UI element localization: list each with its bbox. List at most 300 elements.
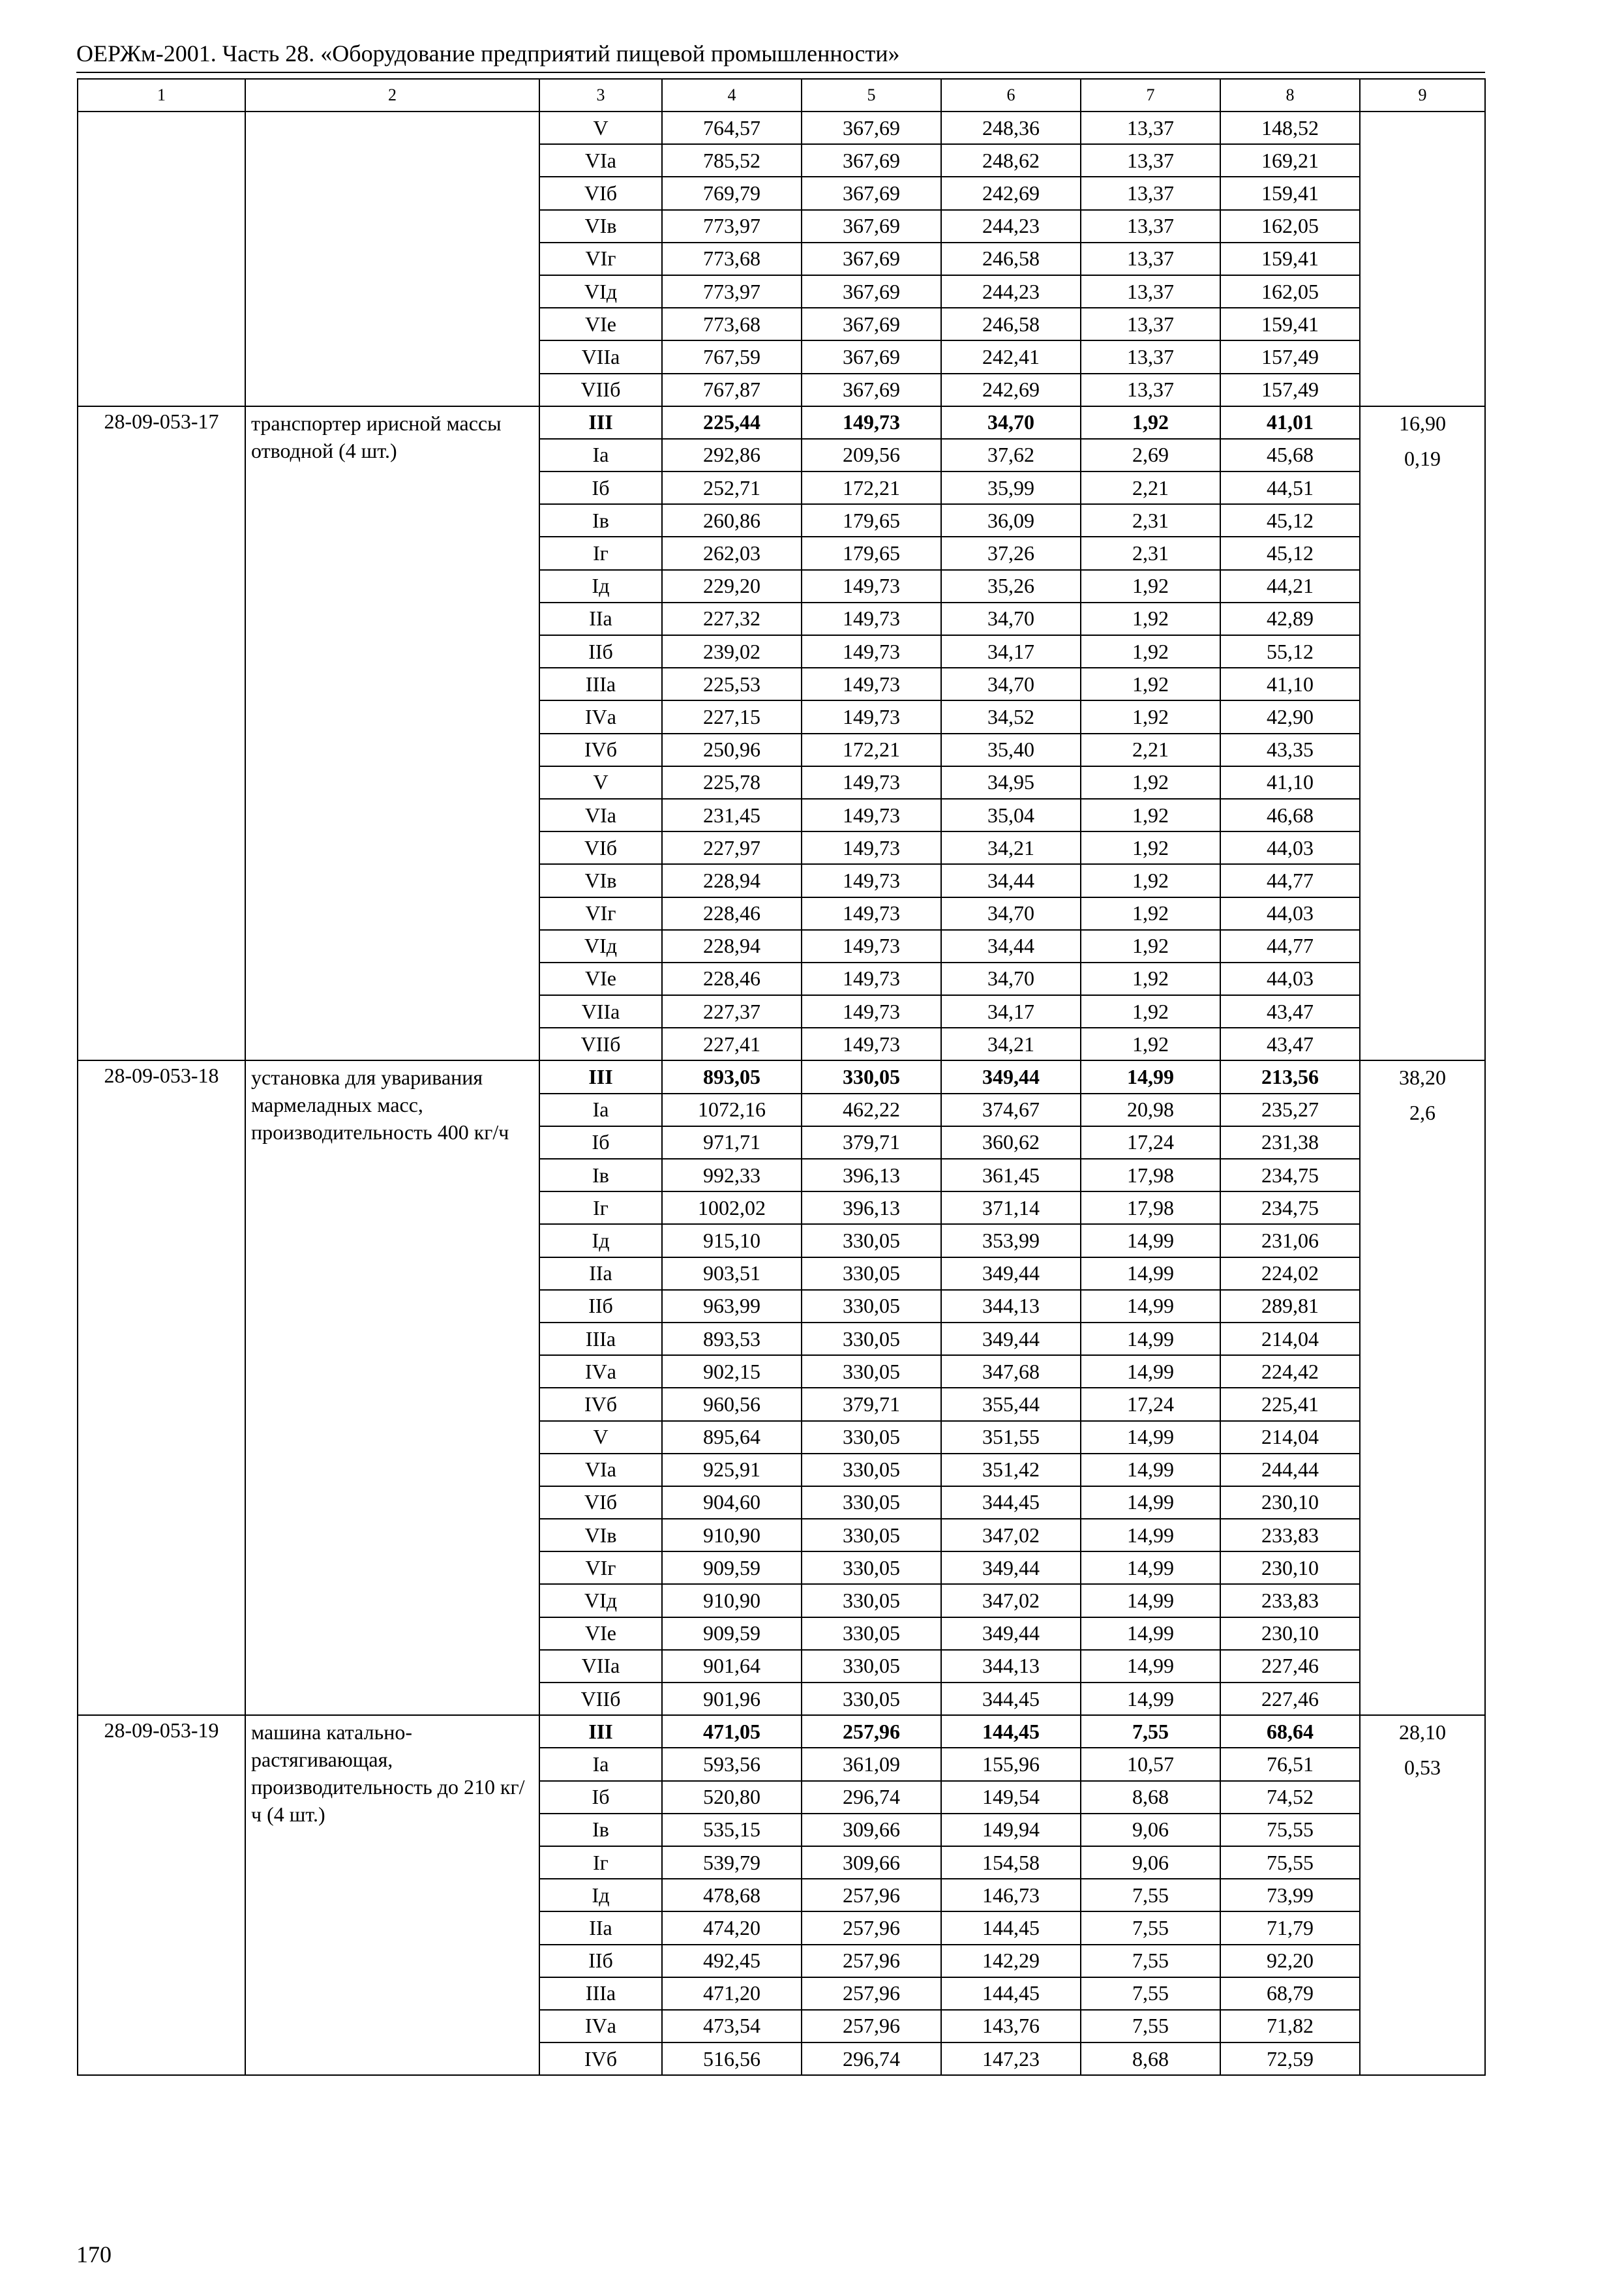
value-cell: 43,47 [1220, 995, 1360, 1028]
column-9-value: 38,20 [1399, 1066, 1446, 1090]
value-cell: 330,05 [802, 1683, 941, 1715]
value-cell: 330,05 [802, 1617, 941, 1650]
value-cell: 7,55 [1081, 1945, 1220, 1977]
value-cell: 330,05 [802, 1650, 941, 1683]
column-number: 7 [1081, 79, 1220, 112]
zone-cell: IIIа [539, 1323, 662, 1355]
zone-cell: Iб [539, 1126, 662, 1159]
value-cell: 296,74 [802, 1781, 941, 1814]
value-cell: 367,69 [802, 340, 941, 373]
zone-cell: Iд [539, 1224, 662, 1257]
value-cell: 520,80 [662, 1781, 802, 1814]
value-cell: 257,96 [802, 1945, 941, 1977]
value-cell: 143,76 [941, 2010, 1081, 2042]
value-cell: 34,70 [941, 963, 1081, 995]
value-cell: 92,20 [1220, 1945, 1360, 1977]
rate-code-cell: 28-09-053-19 [78, 1715, 245, 2075]
value-cell: 330,05 [802, 1519, 941, 1551]
value-cell: 909,59 [662, 1617, 802, 1650]
value-cell: 162,05 [1220, 275, 1360, 308]
value-cell: 242,41 [941, 340, 1081, 373]
zone-cell: Iв [539, 504, 662, 537]
value-cell: 34,44 [941, 864, 1081, 897]
value-cell: 162,05 [1220, 210, 1360, 243]
value-cell: 330,05 [802, 1290, 941, 1323]
zone-cell: IIб [539, 1945, 662, 1977]
value-cell: 146,73 [941, 1879, 1081, 1911]
zone-cell: Iг [539, 537, 662, 569]
column-number: 2 [245, 79, 539, 112]
value-cell: 231,06 [1220, 1224, 1360, 1257]
value-cell: 149,73 [802, 799, 941, 831]
value-cell: 44,21 [1220, 570, 1360, 603]
value-cell: 55,12 [1220, 635, 1360, 668]
value-cell: 179,65 [802, 537, 941, 569]
zone-cell: IVа [539, 2010, 662, 2042]
value-cell: 474,20 [662, 1911, 802, 1944]
value-cell: 330,05 [802, 1224, 941, 1257]
value-cell: 1,92 [1081, 766, 1220, 799]
value-cell: 535,15 [662, 1814, 802, 1846]
value-cell: 257,96 [802, 1879, 941, 1911]
value-cell: 992,33 [662, 1159, 802, 1191]
zone-cell: IVа [539, 700, 662, 733]
value-cell: 159,41 [1220, 177, 1360, 209]
value-cell: 230,10 [1220, 1486, 1360, 1519]
zone-cell: IIа [539, 603, 662, 635]
value-cell: 767,87 [662, 374, 802, 406]
zone-cell: Iв [539, 1159, 662, 1191]
value-cell: 149,73 [802, 635, 941, 668]
value-cell: 147,23 [941, 2042, 1081, 2075]
equipment-name-cell: машина катально-растягивающая, производительность до 210 кг/ч (4 шт.) [245, 1715, 539, 2075]
value-cell: 228,46 [662, 963, 802, 995]
value-cell: 235,27 [1220, 1094, 1360, 1126]
value-cell: 20,98 [1081, 1094, 1220, 1126]
zone-cell: V [539, 766, 662, 799]
value-cell: 42,90 [1220, 700, 1360, 733]
column-9-value: 0,19 [1404, 446, 1441, 470]
zone-cell: VIб [539, 1486, 662, 1519]
value-cell: 155,96 [941, 1748, 1081, 1780]
value-cell: 1,92 [1081, 406, 1220, 439]
value-cell: 14,99 [1081, 1650, 1220, 1683]
zone-cell: VIб [539, 831, 662, 864]
column-number: 8 [1220, 79, 1360, 112]
value-cell: 34,17 [941, 635, 1081, 668]
value-cell: 229,20 [662, 570, 802, 603]
value-cell: 17,24 [1081, 1388, 1220, 1420]
value-cell: 971,71 [662, 1126, 802, 1159]
value-cell: 242,69 [941, 177, 1081, 209]
value-cell: 214,04 [1220, 1421, 1360, 1454]
value-cell: 344,45 [941, 1683, 1081, 1715]
value-cell: 349,44 [941, 1323, 1081, 1355]
value-cell: 379,71 [802, 1388, 941, 1420]
value-cell: 233,83 [1220, 1519, 1360, 1551]
zone-cell: IIIа [539, 1977, 662, 2010]
value-cell: 14,99 [1081, 1584, 1220, 1617]
zone-cell: VIIб [539, 1028, 662, 1060]
value-cell: 225,53 [662, 668, 802, 700]
value-cell: 330,05 [802, 1323, 941, 1355]
zone-cell: Iд [539, 1879, 662, 1911]
zone-cell: VIг [539, 243, 662, 275]
value-cell: 767,59 [662, 340, 802, 373]
table-body [78, 79, 1485, 2075]
value-cell: 296,74 [802, 2042, 941, 2075]
value-cell: 14,99 [1081, 1060, 1220, 1093]
value-cell: 7,55 [1081, 1977, 1220, 2010]
rate-code-cell: 28-09-053-18 [78, 1060, 245, 1715]
value-cell: 785,52 [662, 144, 802, 177]
zone-cell: VIIа [539, 340, 662, 373]
value-cell: 44,03 [1220, 897, 1360, 930]
value-cell: 909,59 [662, 1551, 802, 1584]
column-9-cell [1360, 406, 1485, 1061]
value-cell: 1,92 [1081, 963, 1220, 995]
value-cell: 764,57 [662, 112, 802, 144]
value-cell: 14,99 [1081, 1323, 1220, 1355]
value-cell: 13,37 [1081, 144, 1220, 177]
zone-cell: Iд [539, 570, 662, 603]
value-cell: 257,96 [802, 1715, 941, 1748]
value-cell: 1,92 [1081, 831, 1220, 864]
value-cell: 149,73 [802, 570, 941, 603]
value-cell: 344,13 [941, 1290, 1081, 1323]
value-cell: 330,05 [802, 1060, 941, 1093]
value-cell: 9,06 [1081, 1814, 1220, 1846]
value-cell: 149,73 [802, 766, 941, 799]
table-row [78, 112, 1485, 144]
value-cell: 225,78 [662, 766, 802, 799]
zone-cell: VIIб [539, 374, 662, 406]
value-cell: 179,65 [802, 504, 941, 537]
value-cell: 367,69 [802, 308, 941, 340]
value-cell: 73,99 [1220, 1879, 1360, 1911]
value-cell: 246,58 [941, 243, 1081, 275]
value-cell: 76,51 [1220, 1748, 1360, 1780]
value-cell: 915,10 [662, 1224, 802, 1257]
value-cell: 330,05 [802, 1257, 941, 1290]
value-cell: 351,55 [941, 1421, 1081, 1454]
column-9-cell [1360, 1060, 1485, 1715]
value-cell: 478,68 [662, 1879, 802, 1911]
value-cell: 7,55 [1081, 2010, 1220, 2042]
value-cell: 1,92 [1081, 1028, 1220, 1060]
value-cell: 74,52 [1220, 1781, 1360, 1814]
value-cell: 2,21 [1081, 471, 1220, 504]
value-cell: 903,51 [662, 1257, 802, 1290]
value-cell: 1,92 [1081, 799, 1220, 831]
value-cell: 471,20 [662, 1977, 802, 2010]
value-cell: 516,56 [662, 2042, 802, 2075]
value-cell: 349,44 [941, 1060, 1081, 1093]
value-cell: 227,46 [1220, 1683, 1360, 1715]
value-cell: 492,45 [662, 1945, 802, 1977]
value-cell: 228,46 [662, 897, 802, 930]
zone-cell: Iб [539, 471, 662, 504]
value-cell: 13,37 [1081, 210, 1220, 243]
value-cell: 367,69 [802, 177, 941, 209]
zone-cell: IIIа [539, 668, 662, 700]
page-header-title: ОЕРЖм-2001. Часть 28. «Оборудование предприятий пищевой промышленности» [76, 40, 900, 67]
value-cell: 244,23 [941, 275, 1081, 308]
value-cell: 1,92 [1081, 995, 1220, 1028]
value-cell: 149,73 [802, 995, 941, 1028]
value-cell: 234,75 [1220, 1191, 1360, 1224]
value-cell: 34,17 [941, 995, 1081, 1028]
value-cell: 45,12 [1220, 504, 1360, 537]
column-number-row [78, 79, 1485, 112]
value-cell: 149,73 [802, 897, 941, 930]
value-cell: 43,35 [1220, 734, 1360, 766]
value-cell: 14,99 [1081, 1551, 1220, 1584]
value-cell: 172,21 [802, 471, 941, 504]
value-cell: 257,96 [802, 2010, 941, 2042]
value-cell: 371,14 [941, 1191, 1081, 1224]
value-cell: 34,70 [941, 406, 1081, 439]
value-cell: 257,96 [802, 1911, 941, 1944]
value-cell: 330,05 [802, 1551, 941, 1584]
value-cell: 351,42 [941, 1454, 1081, 1486]
value-cell: 149,73 [802, 930, 941, 963]
value-cell: 144,45 [941, 1715, 1081, 1748]
value-cell: 68,79 [1220, 1977, 1360, 2010]
value-cell: 37,62 [941, 439, 1081, 471]
value-cell: 330,05 [802, 1454, 941, 1486]
value-cell: 473,54 [662, 2010, 802, 2042]
value-cell: 1002,02 [662, 1191, 802, 1224]
zone-cell: III [539, 1715, 662, 1748]
value-cell: 214,04 [1220, 1323, 1360, 1355]
rate-code-cell [78, 112, 245, 406]
value-cell: 35,26 [941, 570, 1081, 603]
value-cell: 42,89 [1220, 603, 1360, 635]
value-cell: 330,05 [802, 1355, 941, 1388]
zone-cell: VIд [539, 275, 662, 308]
value-cell: 209,56 [802, 439, 941, 471]
zone-cell: IIб [539, 635, 662, 668]
column-9-cell [1360, 112, 1485, 406]
zone-cell: Iа [539, 439, 662, 471]
value-cell: 13,37 [1081, 308, 1220, 340]
zone-cell: III [539, 1060, 662, 1093]
value-cell: 2,21 [1081, 734, 1220, 766]
value-cell: 13,37 [1081, 340, 1220, 373]
value-cell: 462,22 [802, 1094, 941, 1126]
value-cell: 367,69 [802, 210, 941, 243]
value-cell: 35,40 [941, 734, 1081, 766]
value-cell: 14,99 [1081, 1617, 1220, 1650]
zone-cell: VIг [539, 897, 662, 930]
column-number: 6 [941, 79, 1081, 112]
value-cell: 893,05 [662, 1060, 802, 1093]
zone-cell: VIд [539, 1584, 662, 1617]
value-cell: 8,68 [1081, 1781, 1220, 1814]
value-cell: 14,99 [1081, 1454, 1220, 1486]
value-cell: 260,86 [662, 504, 802, 537]
value-cell: 769,79 [662, 177, 802, 209]
value-cell: 159,41 [1220, 243, 1360, 275]
zone-cell: VIе [539, 308, 662, 340]
column-9-value: 16,90 [1399, 411, 1446, 435]
value-cell: 361,45 [941, 1159, 1081, 1191]
value-cell: 14,99 [1081, 1683, 1220, 1715]
value-cell: 252,71 [662, 471, 802, 504]
value-cell: 250,96 [662, 734, 802, 766]
value-cell: 895,64 [662, 1421, 802, 1454]
value-cell: 149,73 [802, 1028, 941, 1060]
value-cell: 142,29 [941, 1945, 1081, 1977]
value-cell: 13,37 [1081, 374, 1220, 406]
value-cell: 227,46 [1220, 1650, 1360, 1683]
column-number: 9 [1360, 79, 1485, 112]
value-cell: 14,99 [1081, 1290, 1220, 1323]
value-cell: 14,99 [1081, 1355, 1220, 1388]
zone-cell: VIе [539, 1617, 662, 1650]
zone-cell: IIа [539, 1257, 662, 1290]
value-cell: 901,96 [662, 1683, 802, 1715]
value-cell: 45,12 [1220, 537, 1360, 569]
value-cell: 225,44 [662, 406, 802, 439]
column-number: 1 [78, 79, 245, 112]
zone-cell: V [539, 1421, 662, 1454]
value-cell: 231,45 [662, 799, 802, 831]
value-cell: 246,58 [941, 308, 1081, 340]
zone-cell: VIа [539, 1454, 662, 1486]
value-cell: 309,66 [802, 1814, 941, 1846]
value-cell: 34,21 [941, 831, 1081, 864]
value-cell: 45,68 [1220, 439, 1360, 471]
value-cell: 1,92 [1081, 700, 1220, 733]
value-cell: 330,05 [802, 1486, 941, 1519]
header-divider [76, 72, 1485, 73]
value-cell: 593,56 [662, 1748, 802, 1780]
value-cell: 68,64 [1220, 1715, 1360, 1748]
value-cell: 773,68 [662, 308, 802, 340]
value-cell: 149,73 [802, 668, 941, 700]
zone-cell: VIе [539, 963, 662, 995]
value-cell: 367,69 [802, 243, 941, 275]
value-cell: 367,69 [802, 144, 941, 177]
value-cell: 349,44 [941, 1551, 1081, 1584]
value-cell: 34,95 [941, 766, 1081, 799]
value-cell: 2,31 [1081, 504, 1220, 537]
zone-cell: Iг [539, 1191, 662, 1224]
value-cell: 910,90 [662, 1584, 802, 1617]
value-cell: 367,69 [802, 374, 941, 406]
value-cell: 224,02 [1220, 1257, 1360, 1290]
value-cell: 17,24 [1081, 1126, 1220, 1159]
table-row [78, 1060, 1485, 1093]
zone-cell: VIв [539, 210, 662, 243]
value-cell: 228,94 [662, 864, 802, 897]
zone-cell: VIIб [539, 1683, 662, 1715]
value-cell: 34,70 [941, 668, 1081, 700]
zone-cell: IIа [539, 1911, 662, 1944]
value-cell: 347,68 [941, 1355, 1081, 1388]
value-cell: 330,05 [802, 1421, 941, 1454]
value-cell: 773,97 [662, 210, 802, 243]
value-cell: 289,81 [1220, 1290, 1360, 1323]
value-cell: 41,10 [1220, 766, 1360, 799]
value-cell: 159,41 [1220, 308, 1360, 340]
table-row [78, 1715, 1485, 1748]
value-cell: 71,79 [1220, 1911, 1360, 1944]
value-cell: 773,97 [662, 275, 802, 308]
zone-cell: IVб [539, 1388, 662, 1420]
value-cell: 149,73 [802, 603, 941, 635]
page-number: 170 [76, 2241, 112, 2267]
value-cell: 213,56 [1220, 1060, 1360, 1093]
value-cell: 14,99 [1081, 1224, 1220, 1257]
value-cell: 10,57 [1081, 1748, 1220, 1780]
column-9-cell [1360, 1715, 1485, 2075]
value-cell: 349,44 [941, 1257, 1081, 1290]
zone-cell: Iб [539, 1781, 662, 1814]
value-cell: 75,55 [1220, 1814, 1360, 1846]
value-cell: 149,73 [802, 700, 941, 733]
equipment-name-cell [245, 112, 539, 406]
value-cell: 225,41 [1220, 1388, 1360, 1420]
value-cell: 379,71 [802, 1126, 941, 1159]
zone-cell: VIIа [539, 1650, 662, 1683]
value-cell: 34,21 [941, 1028, 1081, 1060]
value-cell: 230,10 [1220, 1617, 1360, 1650]
value-cell: 149,73 [802, 831, 941, 864]
value-cell: 539,79 [662, 1846, 802, 1879]
value-cell: 149,73 [802, 864, 941, 897]
value-cell: 44,03 [1220, 963, 1360, 995]
zone-cell: IVб [539, 2042, 662, 2075]
value-cell: 149,94 [941, 1814, 1081, 1846]
zone-cell: Iг [539, 1846, 662, 1879]
value-cell: 46,68 [1220, 799, 1360, 831]
value-cell: 227,32 [662, 603, 802, 635]
value-cell: 1,92 [1081, 897, 1220, 930]
value-cell: 910,90 [662, 1519, 802, 1551]
zone-cell: IIб [539, 1290, 662, 1323]
value-cell: 360,62 [941, 1126, 1081, 1159]
value-cell: 230,10 [1220, 1551, 1360, 1584]
table-row [78, 406, 1485, 439]
value-cell: 227,37 [662, 995, 802, 1028]
value-cell: 1,92 [1081, 635, 1220, 668]
value-cell: 893,53 [662, 1323, 802, 1355]
value-cell: 149,73 [802, 963, 941, 995]
value-cell: 35,99 [941, 471, 1081, 504]
rate-code-cell: 28-09-053-17 [78, 406, 245, 1061]
value-cell: 925,91 [662, 1454, 802, 1486]
value-cell: 1072,16 [662, 1094, 802, 1126]
value-cell: 14,99 [1081, 1519, 1220, 1551]
value-cell: 367,69 [802, 275, 941, 308]
value-cell: 7,55 [1081, 1911, 1220, 1944]
value-cell: 157,49 [1220, 374, 1360, 406]
value-cell: 396,13 [802, 1159, 941, 1191]
zone-cell: VIIа [539, 995, 662, 1028]
value-cell: 347,02 [941, 1519, 1081, 1551]
value-cell: 9,06 [1081, 1846, 1220, 1879]
value-cell: 13,37 [1081, 177, 1220, 209]
value-cell: 396,13 [802, 1191, 941, 1224]
value-cell: 963,99 [662, 1290, 802, 1323]
value-cell: 34,70 [941, 603, 1081, 635]
value-cell: 144,45 [941, 1911, 1081, 1944]
value-cell: 13,37 [1081, 112, 1220, 144]
value-cell: 367,69 [802, 112, 941, 144]
